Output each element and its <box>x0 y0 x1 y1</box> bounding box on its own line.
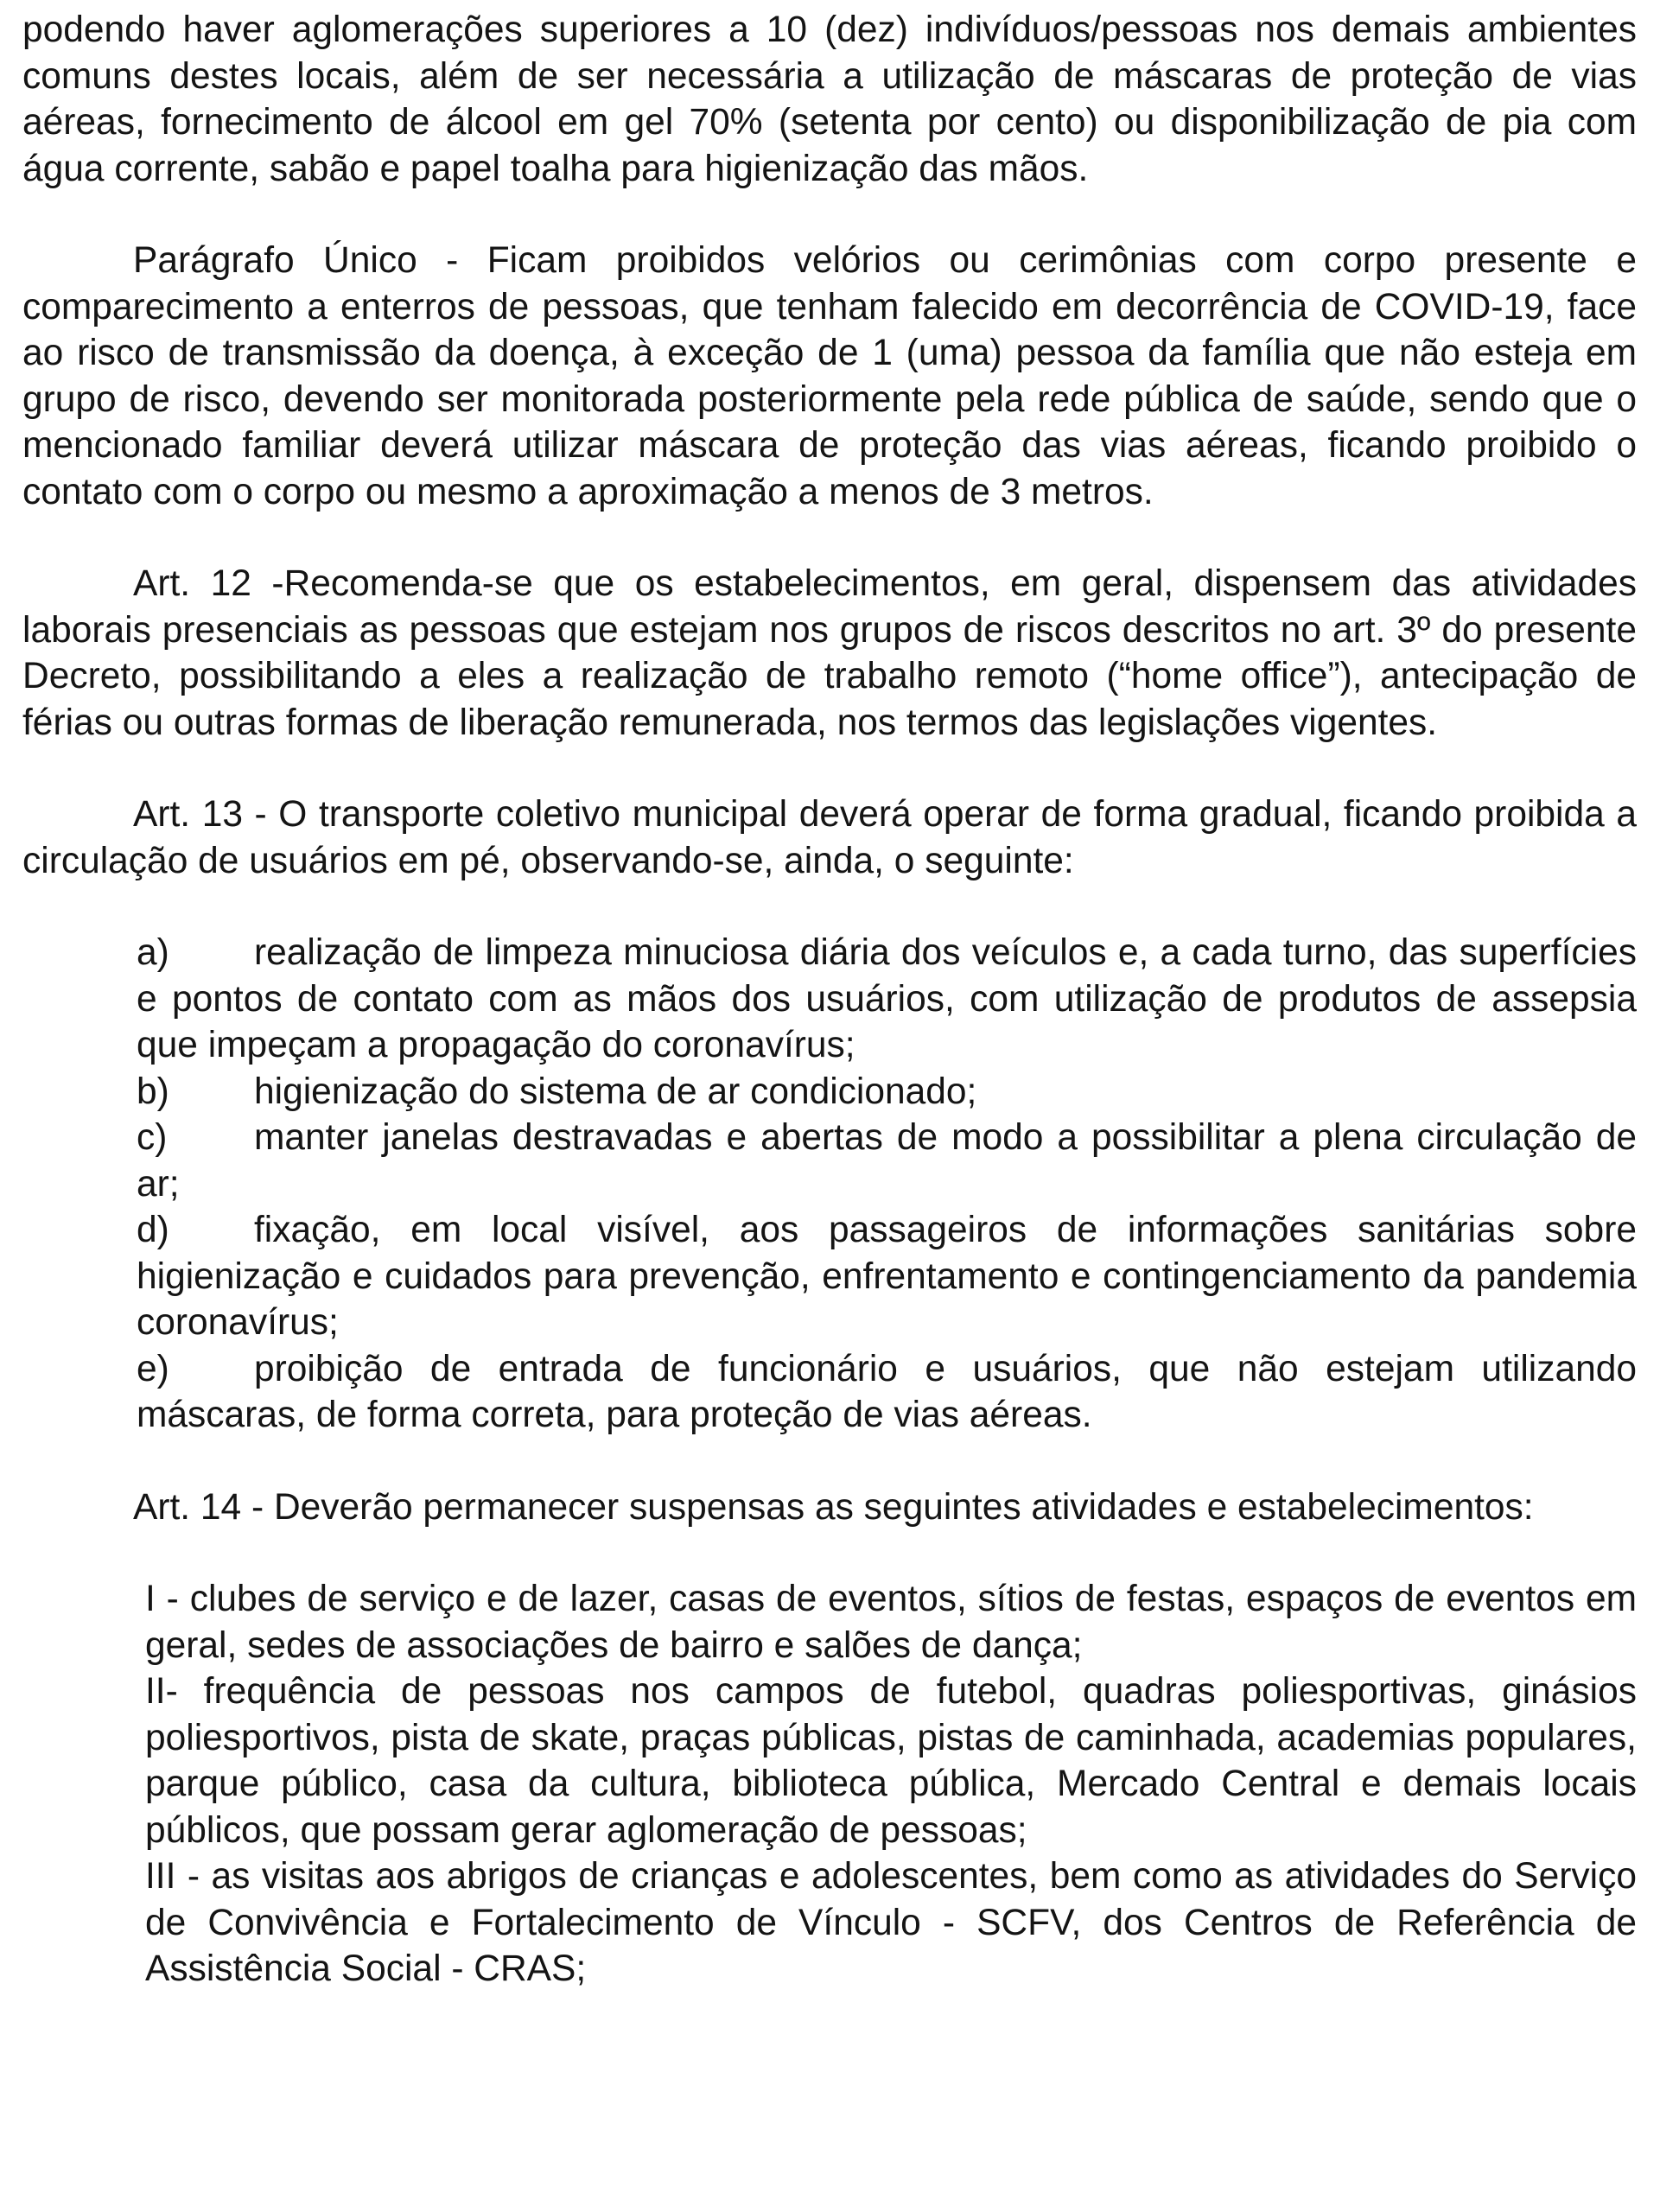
list-item <box>22 1207 1637 1346</box>
document-page <box>22 7 1637 1993</box>
article-12: Art. 12 -Recomenda-se que os estabelecimentos, em geral, dispensem das atividades laborais presenciais as pessoas que estejam nos grupos de riscos descritos no art. 3º do presente Decreto, possibilitando a eles a realização de trabalho remoto (“home office”), antecipação de férias ou outras formas de liberação remunerada, nos termos das legislações vigentes. <box>22 563 1637 743</box>
list-item <box>22 930 1637 1069</box>
paragraph-spacer <box>22 192 1637 238</box>
article-14-list <box>22 1576 1637 1993</box>
paragrafo-unico: Parágrafo Único - Ficam proibidos velórios ou cerimônias com corpo presente e comparecimento a enterros de pessoas, que tenham falecido em decorrência de COVID-19, face ao risco de transmissão da doença, à exceção de 1 (uma) pessoa da família que não esteja em grupo de risco, devendo ser monitorada posteriormente pela rede pública de saúde, sendo que o mencionado familiar deverá utilizar máscara de proteção das vias aéreas, ficando proibido o contato com o corpo ou mesmo a aproximação a menos de 3 metros. <box>22 240 1637 512</box>
list-item-text: fixação, em local visível, aos passageiros de informações sanitárias sobre higienização e cuidados para prevenção, enfrentamento e contingenciamento da pandemia coronavírus; <box>137 1210 1637 1343</box>
article-14: Art. 14 - Deverão permanecer suspensas as seguintes atividades e estabelecimentos: <box>133 1486 1534 1528</box>
paragraph-spacer <box>22 515 1637 561</box>
paragraph-spacer <box>22 1439 1637 1484</box>
paragraph-spacer <box>22 746 1637 791</box>
article-13-list <box>22 930 1637 1439</box>
list-item-label: c) <box>137 1117 168 1158</box>
list-item-text: realização de limpeza minuciosa diária dos veículos e, a cada turno, das superfícies e pontos de contato com as mãos dos usuários, com utilização de produtos de assepsia que impeçam a propagação do coronavírus; <box>137 932 1637 1065</box>
paragraph-spacer <box>22 1530 1637 1576</box>
list-item-label: e) <box>137 1348 169 1389</box>
list-item-label: a) <box>137 932 169 973</box>
intro-paragraph: podendo haver aglomerações superiores a 10 (dez) indivíduos/pessoas nos demais ambientes comuns destes locais, além de ser necessária a utilização de máscaras de proteção de vias aéreas, fornecimento de álcool em gel 70% (setenta por cento) ou disponibilização de pia com água corrente, sabão e papel toalha para higienização das mãos. <box>22 10 1637 189</box>
list-item: II- frequência de pessoas nos campos de futebol, quadras poliesportivas, ginásios poliesportivos, pista de skate, praças públicas, pistas de caminhada, academias populares, parque público, casa da cultura, biblioteca pública, Mercado Central e demais locais públicos, que possam gerar aglomeração de pessoas; <box>145 1671 1637 1851</box>
list-item <box>22 1069 1637 1116</box>
list-item-text: higienização do sistema de ar condicionado; <box>254 1071 977 1112</box>
list-item <box>22 1346 1637 1439</box>
list-item-text: proibição de entrada de funcionário e usuários, que não estejam utilizando máscaras, de forma correta, para proteção de vias aéreas. <box>137 1348 1637 1435</box>
list-item-label: b) <box>137 1071 169 1112</box>
list-item: III - as visitas aos abrigos de crianças e adolescentes, bem como as atividades do Serviço de Convivência e Fortalecimento de Vínculo - SCFV, dos Centros de Referência de Assistência Social - CRAS; <box>145 1856 1637 1989</box>
list-item: I - clubes de serviço e de lazer, casas de eventos, sítios de festas, espaços de eventos em geral, sedes de associações de bairro e salões de dança; <box>145 1579 1637 1666</box>
list-item <box>22 1115 1637 1207</box>
list-item-text: manter janelas destravadas e abertas de modo a possibilitar a plena circulação de ar; <box>137 1117 1637 1205</box>
paragraph-spacer <box>22 884 1637 930</box>
article-13: Art. 13 - O transporte coletivo municipal deverá operar de forma gradual, ficando proibida a circulação de usuários em pé, observando-se, ainda, o seguinte: <box>22 794 1637 881</box>
list-item-label: d) <box>137 1210 169 1250</box>
